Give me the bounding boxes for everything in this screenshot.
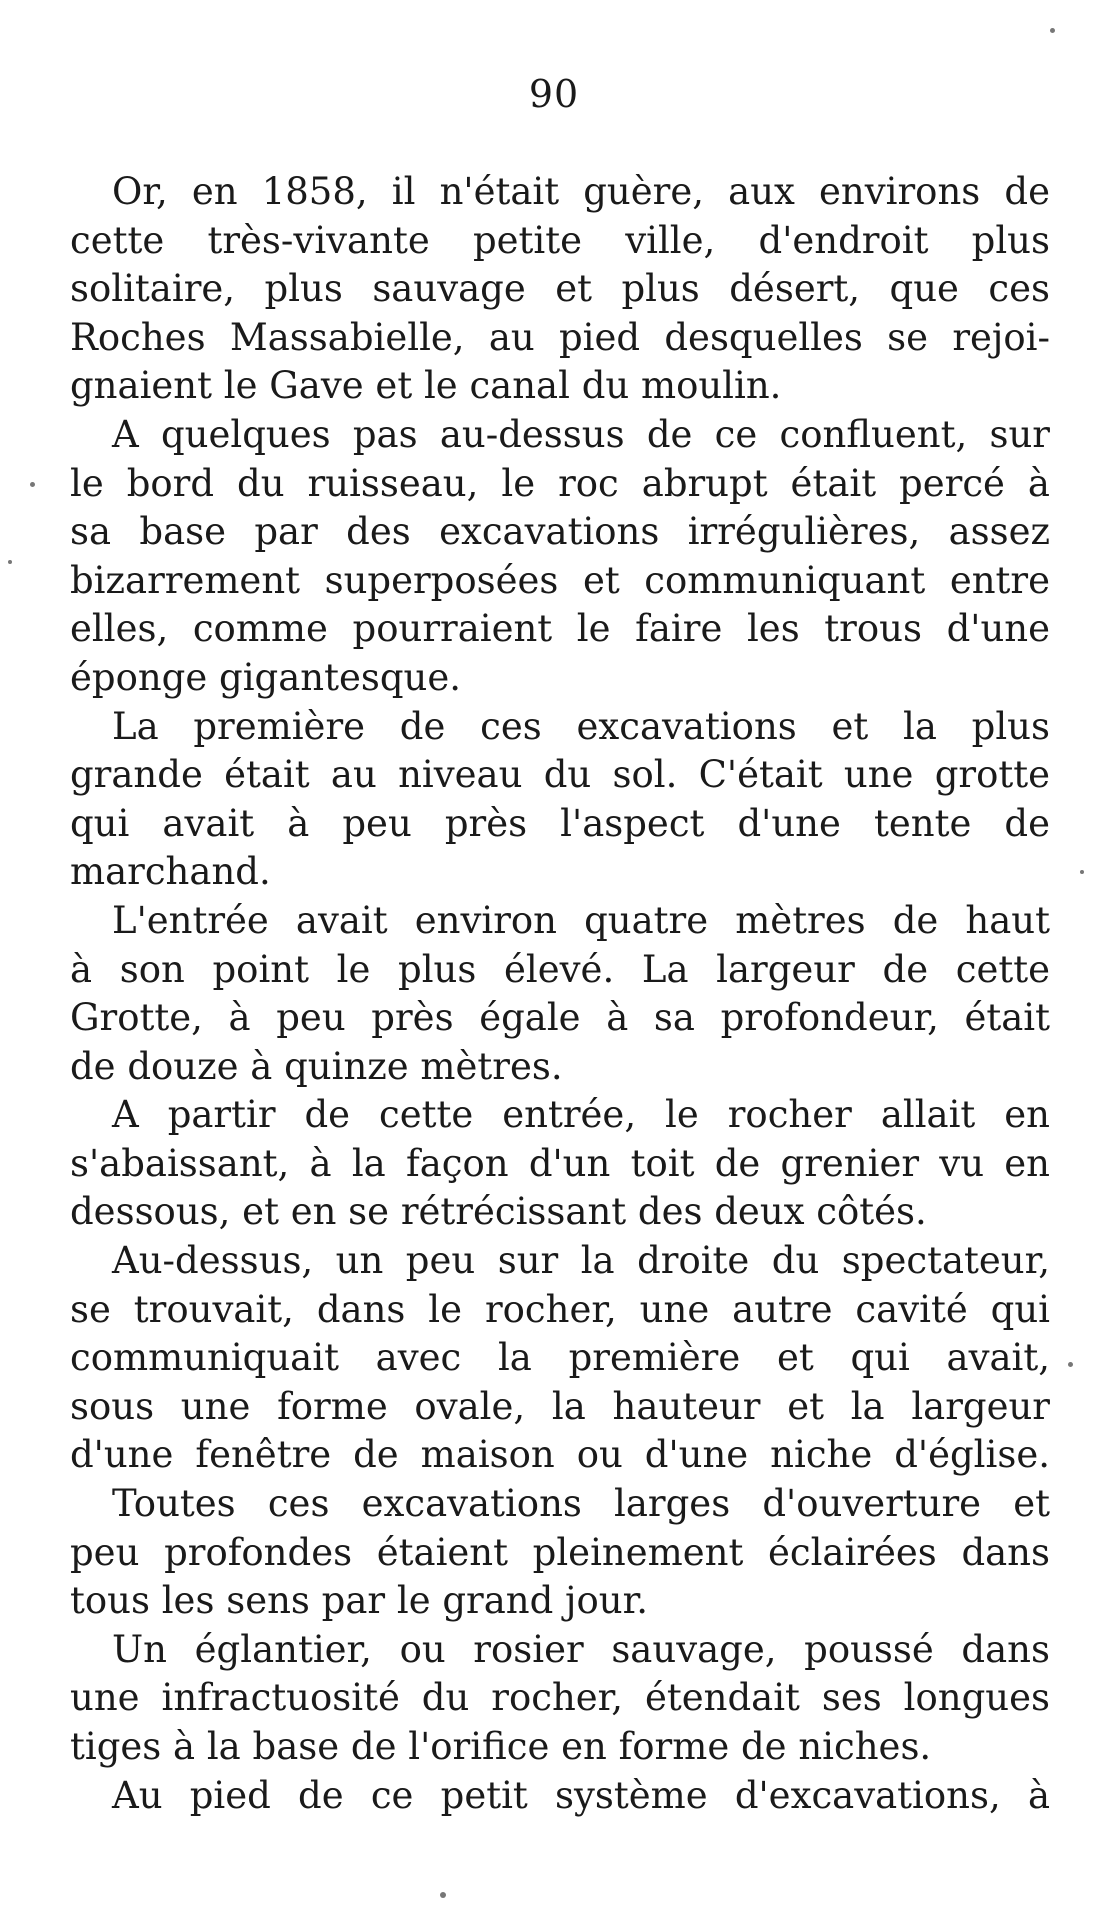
text-line: d'une fenêtre de maison ou d'une niche d'église. (70, 1433, 1050, 1477)
text-line: sa base par des excavations irrégulières, assez (70, 510, 1050, 554)
scan-speck (1080, 870, 1084, 874)
text-line: éponge gigantesque. (70, 655, 462, 699)
body-text (70, 168, 1050, 1820)
text-line: de douze à quinze mètres. (70, 1044, 563, 1088)
text-line: elles, comme pourraient le faire les trous d'une (70, 607, 1050, 651)
text-line: bizarrement superposées et communiquant entre (70, 558, 1050, 602)
text-line: Or, en 1858, il n'était guère, aux environs de (112, 170, 1050, 213)
text-line: La première de ces excavations et la plus (112, 704, 1050, 748)
text-line: Au pied de ce petit système d'excavations, à (112, 1773, 1050, 1817)
text-line: Toutes ces excavations larges d'ouverture et (112, 1482, 1050, 1526)
text-line: A quelques pas au-dessus de ce confluent, sur (112, 412, 1050, 456)
text-line: à son point le plus élevé. La largeur de cette (70, 947, 1050, 991)
text-line: solitaire, plus sauvage et plus désert, que ces (70, 267, 1050, 311)
text-line: peu profondes étaient pleinement éclairées dans (70, 1530, 1050, 1574)
text-line: grande était au niveau du sol. C'était une grotte (70, 753, 1050, 797)
text-line: tiges à la base de l'orifice en forme de niches. (70, 1725, 932, 1768)
text-line: s'abaissant, à la façon d'un toit de grenier vu en (70, 1141, 1050, 1185)
text-line: une infractuosité du rocher, étendait ses longues (70, 1676, 1050, 1720)
scan-speck (30, 482, 35, 487)
page-number: 90 (528, 72, 580, 116)
text-line: Roches Massabielle, au pied desquelles se rejoi- (70, 315, 1050, 359)
text-line: qui avait à peu près l'aspect d'une tente de (70, 801, 1050, 845)
scan-speck (1050, 28, 1055, 33)
scan-speck (440, 1892, 446, 1898)
text-line: communiquait avec la première et qui avait, (70, 1336, 1050, 1380)
text-line: Au-dessus, un peu sur la droite du spectateur, (112, 1239, 1050, 1283)
text-line: L'entrée avait environ quatre mètres de haut (112, 898, 1050, 942)
scan-speck (1068, 1362, 1073, 1367)
text-line: A partir de cette entrée, le rocher allait en (112, 1093, 1050, 1137)
text-line: cette très-vivante petite ville, d'endroit plus (70, 218, 1050, 262)
text-line: Un églantier, ou rosier sauvage, poussé dans (112, 1627, 1050, 1671)
text-line: Grotte, à peu près égale à sa profondeur, était (70, 996, 1050, 1040)
text-line: dessous, et en se rétrécissant des deux côtés. (70, 1190, 927, 1234)
text-line: gnaient le Gave et le canal du moulin. (70, 364, 782, 408)
scan-speck (8, 560, 12, 564)
text-line: le bord du ruisseau, le roc abrupt était percé à (70, 461, 1050, 505)
text-line: marchand. (70, 850, 271, 894)
text-line: se trouvait, dans le rocher, une autre cavité qui (70, 1287, 1050, 1331)
text-line: tous les sens par le grand jour. (70, 1579, 649, 1623)
text-line: sous une forme ovale, la hauteur et la largeur (70, 1384, 1050, 1428)
